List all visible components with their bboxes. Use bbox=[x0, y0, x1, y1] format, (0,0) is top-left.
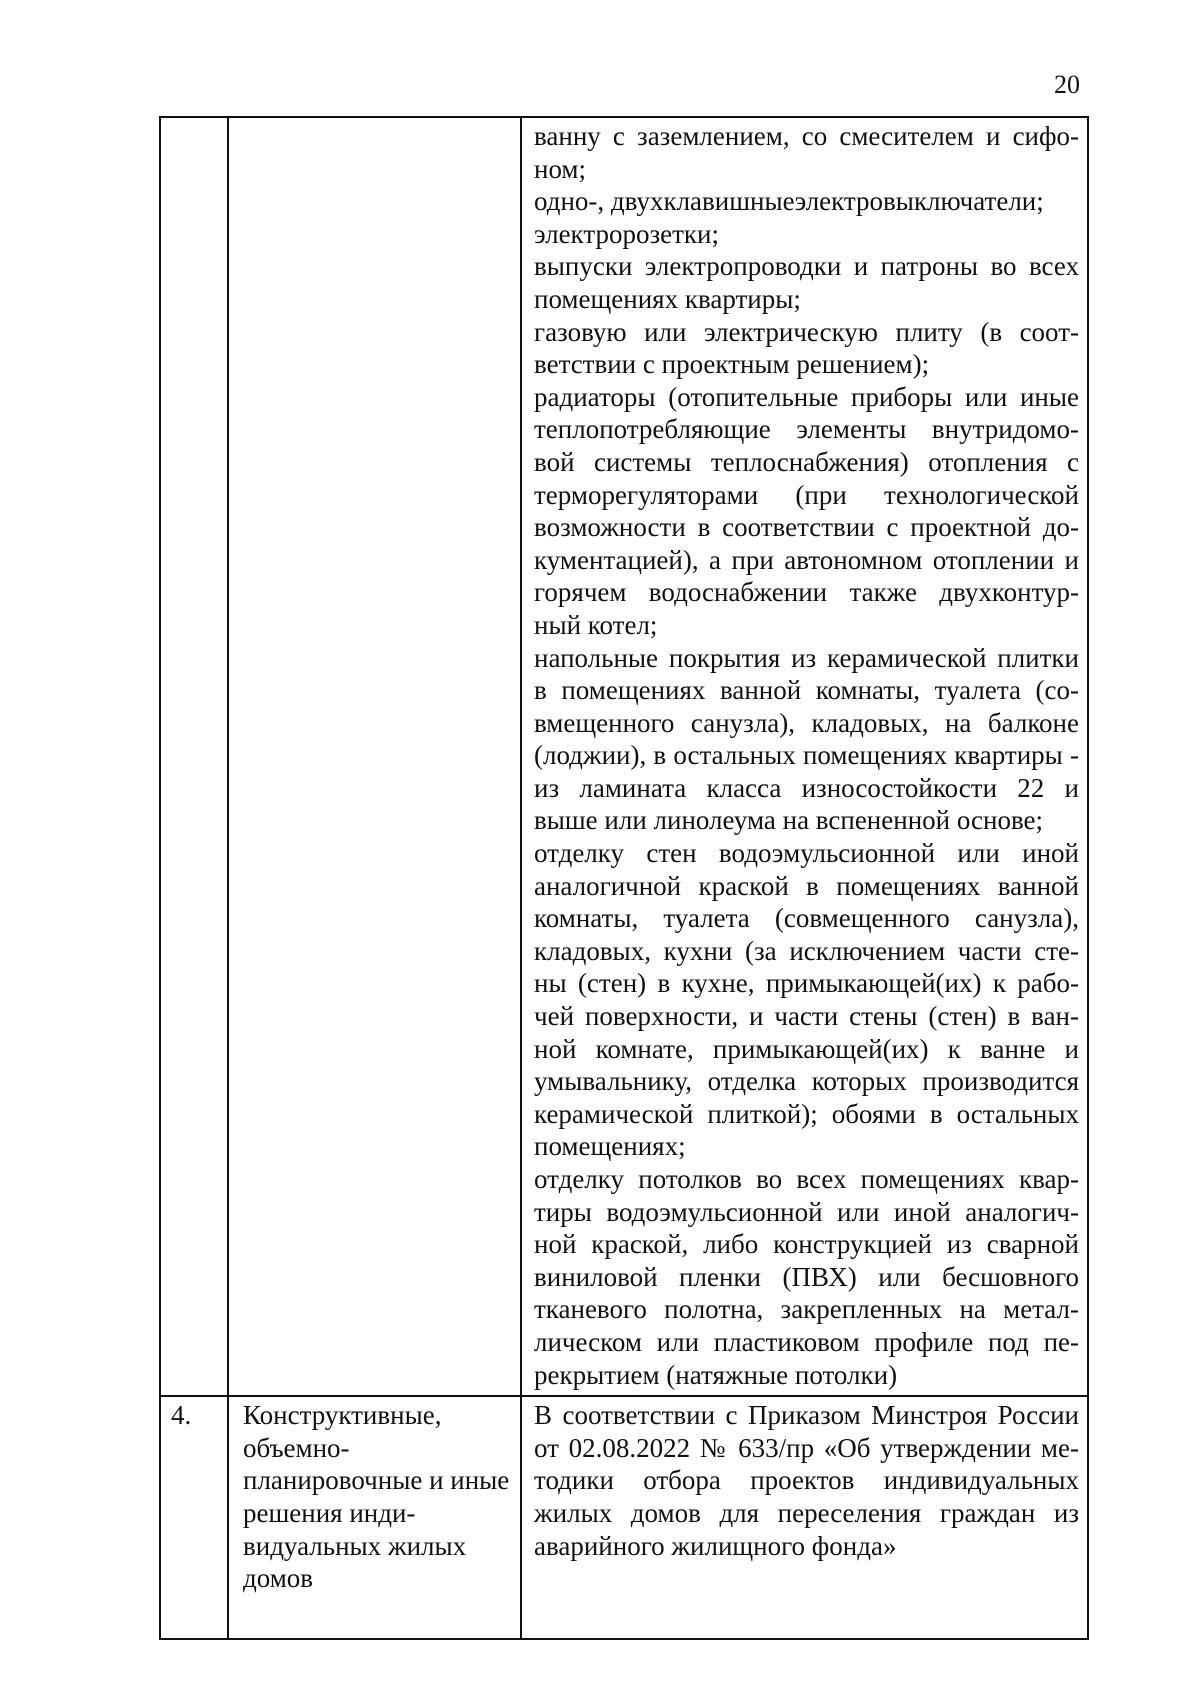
description-item: отделку потолков во всех помещениях квар-тиры водоэмульсионной или иной аналогич-ной краской, либо конструкцией из сварной виниловой пленки (ПВХ) или бесшовного тканевого полотна, закрепленных на метал-лическом или пластиковом профиле под пе-рекрытием (натяжные потолки) bbox=[534, 1164, 1079, 1390]
description-item: отделку стен водоэмульсионной или иной аналогичной краской в помещениях ванной комнаты, туалета (совмещенного санузла), кладовых, кухни (за исключением части сте-ны (стен) в кухне, примыкающей(их) к рабо-чей поверхности, и части стены (стен) в ван-ной комнате, примыкающей(их) к ванне и умывальнику, отделка которых производится керамической плиткой); обоями в остальных помещениях; bbox=[534, 838, 1079, 1162]
row-number-cell: 4. bbox=[160, 1396, 228, 1639]
row-number-cell bbox=[160, 117, 228, 1396]
description-item: одно-, двухклавишныеэлектровыключатели; bbox=[534, 186, 1044, 217]
description-item: газовую или электрическую плиту (в соот-ветствии с проектным решением); bbox=[534, 316, 1079, 380]
row-name-cell: Конструктивные, объемно-планировочные и иные решения инди-видуальных жилых домов bbox=[228, 1396, 521, 1639]
row-name-cell bbox=[228, 117, 521, 1396]
description-item: ванну с заземлением, со смесителем и сифо-ном; bbox=[534, 121, 1079, 184]
page-number: 20 bbox=[1054, 70, 1080, 99]
description-item: радиаторы (отопительные приборы или иные теплопотребляющие элементы внутридомо-вой системы теплоснабжения) отопления с терморегуляторами (при технологической возможности в соответствии с проектной до-кументацией), а при автономном отоплении и горячем водоснабжении также двухконтур-ный котел; bbox=[534, 381, 1079, 640]
table-row bbox=[160, 117, 1088, 1396]
table-row bbox=[160, 1396, 1088, 1639]
requirements-table bbox=[159, 116, 1089, 1640]
description-item: электророзетки; bbox=[534, 218, 719, 249]
description-item: В соответствии с Приказом Минстроя России от 02.08.2022 № 633/пр «Об утверждении ме-тодики отбора проектов индивидуальных жилых домов для переселения граждан из аварийного жилищного фонда» bbox=[534, 1400, 1079, 1561]
row-description-cell bbox=[521, 1396, 1088, 1639]
description-item: выпуски электропроводки и патроны во всех помещениях квартиры; bbox=[534, 251, 1079, 314]
row-description-cell bbox=[521, 117, 1088, 1396]
description-item: напольные покрытия из керамической плитки в помещениях ванной комнаты, туалета (со-вмещенного санузла), кладовых, на балконе (лоджии), в остальных помещениях квартиры - из ламината класса износостойкости 22 и выше или линолеума на вспененной основе; bbox=[534, 642, 1079, 836]
